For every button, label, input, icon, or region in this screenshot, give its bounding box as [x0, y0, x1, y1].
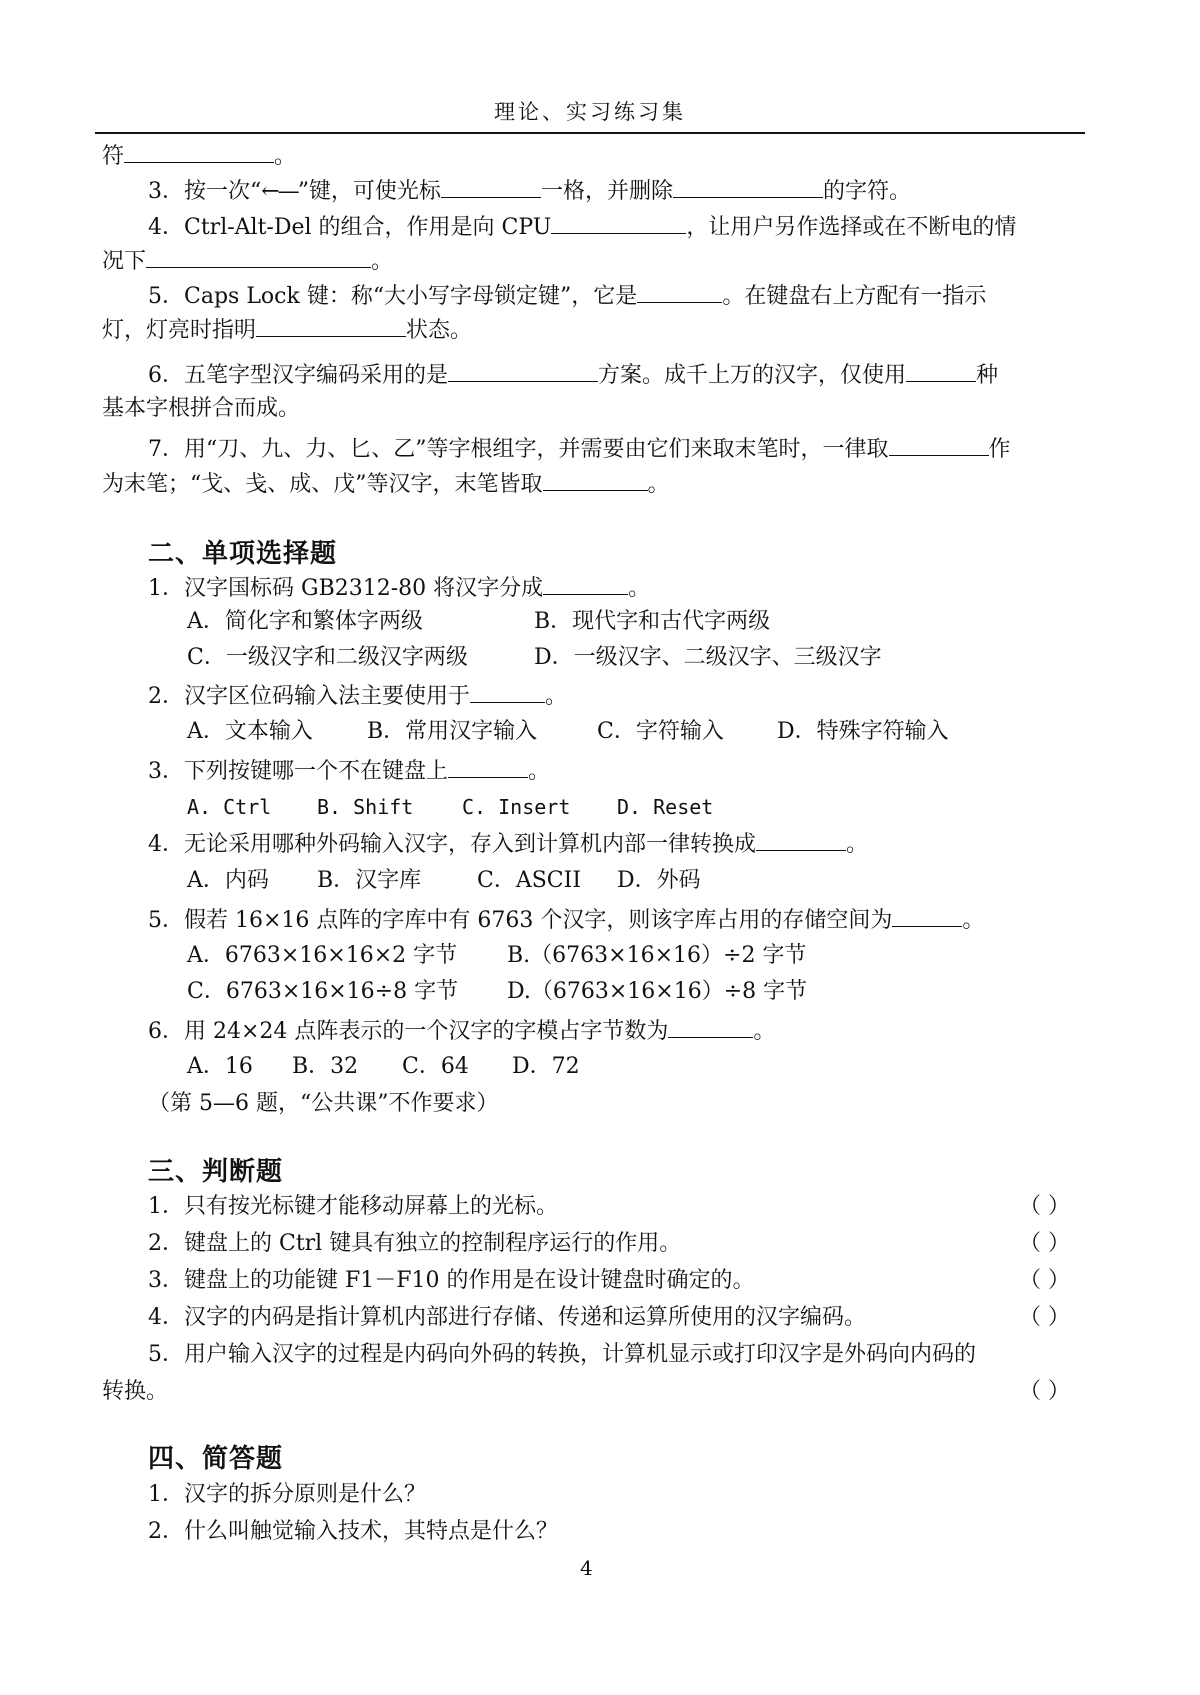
fill-q3-text-c: 一格，并删除	[540, 179, 673, 204]
sc-q6-stem-end: 。	[753, 1019, 776, 1044]
fill-q4-line1	[148, 211, 1016, 243]
sc-q6-option-b: B．32	[292, 1054, 359, 1079]
sc-q5-stem	[148, 904, 984, 936]
sc-q1-stem-text: 1．汉字国标码 GB2312-80 将汉字分成	[148, 576, 544, 601]
fill-q3-text-d: 的字符。	[822, 179, 911, 204]
fill-q4-text-c: 况下	[102, 249, 147, 274]
fill-q6-text-d: 基本字根拼合而成。	[102, 396, 301, 421]
sc-q2-option-c: C．字符输入	[597, 719, 724, 744]
fill-q4-text-b: ，让用户另作选择或在不断电的情	[686, 215, 1017, 240]
sc-q6-stem-text: 6．用 24×24 点阵表示的一个汉字的字模占字节数为	[148, 1019, 669, 1044]
answer-blank	[673, 175, 823, 198]
answer-blank	[551, 211, 686, 234]
tf-answer-paren-2: （ ）	[1019, 1231, 1070, 1256]
sc-q1-options-row1	[187, 607, 771, 637]
sc-q4-option-b: B．汉字库	[317, 868, 422, 893]
answer-blank	[441, 175, 541, 198]
sc-q2-option-b: B．常用汉字输入	[367, 719, 538, 744]
fill-q6-text-a: 6．五笔字型汉字编码采用的是	[148, 363, 448, 388]
sc-q1-option-a: A．简化字和繁体字两级	[187, 609, 423, 634]
answer-blank	[892, 904, 962, 927]
sc-q2-option-a: A．文本输入	[187, 719, 313, 744]
answer-blank	[448, 359, 598, 382]
fill-q6-line1	[148, 359, 998, 391]
section-heading-true-false: 三、判断题	[148, 1157, 284, 1187]
fill-q7-line1	[148, 433, 1011, 465]
fill-q5-text-c: 灯，灯亮时指明	[102, 318, 257, 343]
answer-blank	[756, 828, 846, 851]
sc-q6-stem	[148, 1015, 775, 1047]
answer-blank	[124, 140, 274, 163]
fill-q7-text-d: 。	[647, 472, 670, 497]
sc-q3-option-c: C. Insert	[462, 795, 571, 819]
answer-blank	[889, 433, 989, 456]
sc-q6-options	[187, 1052, 580, 1082]
section-heading-single-choice: 二、单项选择题	[148, 539, 338, 569]
sc-q2-stem-text: 2．汉字区位码输入法主要使用于	[148, 684, 470, 709]
sc-q4-stem-end: 。	[846, 832, 869, 857]
answer-blank	[146, 245, 371, 268]
answer-blank	[448, 755, 528, 778]
sc-q3-stem-end: 。	[528, 759, 551, 784]
sc-q6-option-c: C．64	[402, 1054, 469, 1079]
header-rule	[95, 132, 1085, 134]
answer-blank	[906, 359, 976, 382]
sc-q1-option-b: B．现代字和古代字两级	[534, 609, 771, 634]
sc-q4-stem	[148, 828, 868, 860]
answer-blank	[543, 572, 628, 595]
fill-q4-text-d: 。	[371, 249, 394, 274]
answer-blank	[543, 468, 648, 491]
fill-q4-line2	[102, 245, 393, 277]
fill-q6-text-c: 种	[976, 363, 999, 388]
sc-q1-stem	[148, 572, 650, 604]
fill-q5-text-b: 。在键盘右上方配有一指示	[722, 284, 987, 309]
sc-q5-option-a: A．6763×16×16×2 字节	[187, 943, 458, 968]
answer-blank	[668, 1015, 753, 1038]
tf-item-3: 3．键盘上的功能键 F1－F10 的作用是在设计键盘时确定的。	[148, 1268, 755, 1293]
page-header-title: 理论、实习练习集	[494, 100, 686, 124]
sc-q5-options-row2	[187, 977, 808, 1007]
q2-tail-line	[102, 140, 296, 172]
tf-item-2: 2．键盘上的 Ctrl 键具有独立的控制程序运行的作用。	[148, 1231, 682, 1256]
fill-q5-text-d: 状态。	[406, 318, 473, 343]
sc-q4-option-d: D．外码	[617, 868, 701, 893]
answer-blank	[637, 280, 722, 303]
fill-q6-text-b: 方案。成千上万的汉字，仅使用	[598, 363, 907, 388]
fill-q3-text-a: 3．按一次“	[148, 179, 262, 204]
backspace-arrow-icon: ←—	[261, 179, 298, 204]
answer-blank	[470, 680, 545, 703]
fill-q7-line2	[102, 468, 670, 500]
section-heading-short-answer: 四、简答题	[148, 1444, 284, 1474]
answer-blank	[256, 314, 406, 337]
tf-item-5-cont: 转换。	[102, 1379, 169, 1404]
q2-tail-end: 。	[274, 144, 297, 169]
sc-q2-stem-end: 。	[545, 684, 568, 709]
sc-q2-options	[187, 717, 949, 747]
sc-q5-options-row1	[187, 941, 807, 971]
fill-q3-text-b: ”键，可使光标	[297, 179, 441, 204]
sc-q2-option-d: D．特殊字符输入	[777, 719, 949, 744]
fill-q5-text-a: 5．Caps Lock 键：称“大小写字母锁定键”，它是	[148, 284, 638, 309]
sc-note: （第 5—6 题，“公共课”不作要求）	[148, 1091, 499, 1116]
sc-q3-stem	[148, 755, 550, 787]
fill-q7-text-b: 作	[988, 437, 1011, 462]
sc-q4-option-a: A．内码	[187, 868, 269, 893]
tf-answer-paren-1: （ ）	[1019, 1194, 1070, 1219]
sc-q3-option-d: D. Reset	[617, 795, 714, 819]
sc-q2-stem	[148, 680, 567, 712]
sc-q1-option-d: D．一级汉字、二级汉字、三级汉字	[534, 645, 882, 670]
sc-q4-stem-text: 4．无论采用哪种外码输入汉字，存入到计算机内部一律转换成	[148, 832, 756, 857]
sc-q6-option-a: A．16	[187, 1054, 253, 1079]
sc-q4-options	[187, 866, 701, 896]
sc-q5-option-d: D.（6763×16×16）÷8 字节	[507, 979, 808, 1004]
q2-tail-text: 符	[102, 144, 125, 169]
sc-q3-stem-text: 3．下列按键哪一个不在键盘上	[148, 759, 448, 784]
sc-q3-option-a: A. Ctrl	[187, 795, 272, 819]
fill-q4-text-a: 4．Ctrl-Alt-Del 的组合，作用是向 CPU	[148, 215, 552, 240]
sa-item-1: 1．汉字的拆分原则是什么？	[148, 1482, 426, 1507]
sc-q3-option-b: B. Shift	[317, 795, 414, 819]
fill-q7-text-a: 7．用“刀、九、力、匕、乙”等字根组字，并需要由它们来取末笔时，一律取	[148, 437, 889, 462]
sc-q5-stem-text: 5．假若 16×16 点阵的字库中有 6763 个汉字，则该字库占用的存储空间为	[148, 908, 893, 933]
page-number: 4	[580, 1556, 593, 1580]
tf-item-5: 5．用户输入汉字的过程是内码向外码的转换，计算机显示或打印汉字是外码向内码的	[148, 1342, 976, 1367]
sc-q5-option-b: B.（6763×16×16）÷2 字节	[507, 943, 807, 968]
tf-item-1: 1．只有按光标键才能移动屏幕上的光标。	[148, 1194, 558, 1219]
sc-q1-option-c: C．一级汉字和二级汉字两级	[187, 645, 468, 670]
fill-q7-text-c: 为末笔；“戈、戋、成、戊”等汉字，末笔皆取	[102, 472, 543, 497]
sc-q4-option-c: C．ASCII	[477, 868, 582, 893]
sc-q1-stem-end: 。	[628, 576, 651, 601]
sc-q3-options	[187, 792, 714, 822]
tf-answer-paren-3: （ ）	[1019, 1268, 1070, 1293]
sc-q5-option-c: C．6763×16×16÷8 字节	[187, 979, 459, 1004]
fill-q5-line2	[102, 314, 472, 346]
sc-q6-option-d: D．72	[512, 1054, 580, 1079]
fill-q5-line1	[148, 280, 986, 312]
fill-q3	[148, 175, 911, 207]
tf-answer-paren-4: （ ）	[1019, 1305, 1070, 1330]
sc-q5-stem-end: 。	[962, 908, 985, 933]
sc-q1-options-row2	[187, 643, 882, 673]
sa-item-2: 2．什么叫触觉输入技术，其特点是什么？	[148, 1519, 558, 1544]
tf-item-4: 4．汉字的内码是指计算机内部进行存储、传递和运算所使用的汉字编码。	[148, 1305, 866, 1330]
fill-q6-line2	[102, 394, 300, 424]
tf-answer-paren-5: （ ）	[1019, 1379, 1070, 1404]
